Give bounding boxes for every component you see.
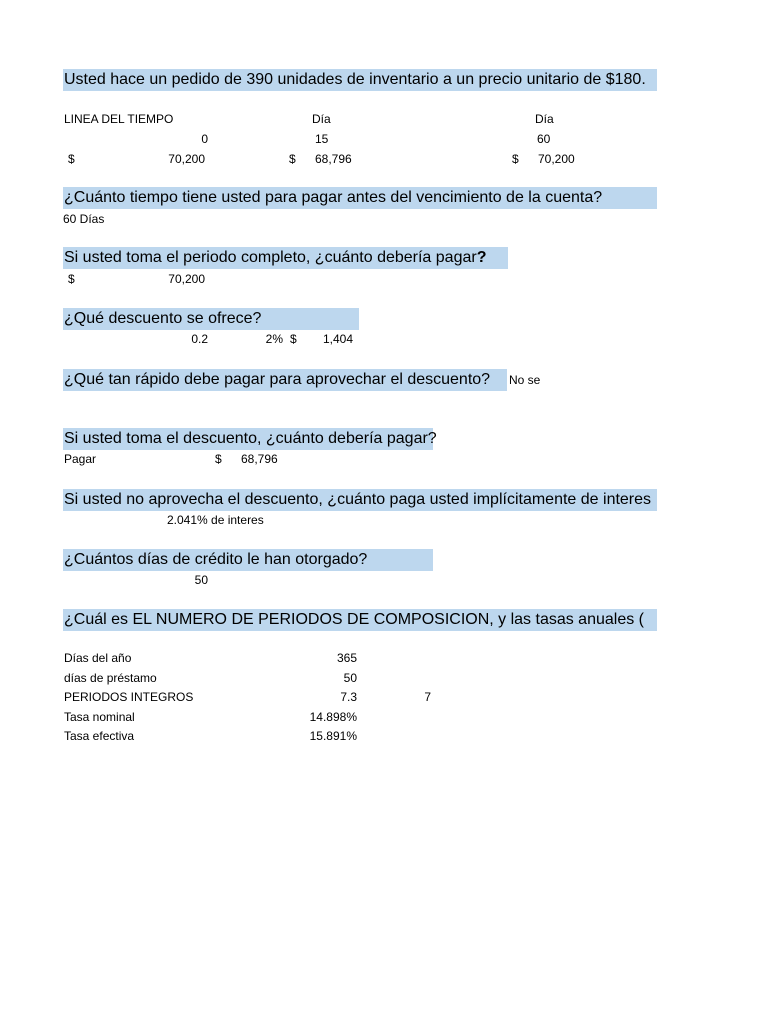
table-row-value: 14.898% [309, 710, 357, 724]
question-full-period-text: Si usted toma el periodo completo, ¿cuánto debería pagar [64, 249, 477, 266]
timeline-label: LINEA DEL TIEMPO [64, 112, 174, 126]
question-discount [63, 308, 359, 330]
question-full-period [63, 247, 508, 269]
answer-time: 60 Días [63, 212, 105, 226]
answer-full-value: 70,200 [168, 272, 205, 286]
question-periods-text: ¿Cuál es EL NUMERO DE PERIODOS DE COMPOSICION, y las tasas anuales ( [64, 611, 644, 628]
table-row-label: Días del año [64, 651, 132, 665]
answer-take-value: 68,796 [241, 452, 278, 466]
answer-take-currency: $ [215, 452, 222, 466]
question-time-text: ¿Cuánto tiempo tiene usted para pagar antes del vencimiento de la cuenta? [64, 189, 603, 206]
question-take-discount [63, 428, 437, 450]
question-periods [63, 609, 657, 631]
answer-discount-currency: $ [290, 332, 297, 346]
table-row-value: 50 [343, 671, 357, 685]
question-full-period-mark: ? [476, 249, 487, 266]
table-row-value: 365 [336, 651, 357, 665]
timeline-dia-2: Día [535, 112, 554, 126]
table-row-label: Tasa nominal [64, 710, 135, 724]
question-fast-text: ¿Qué tan rápido debe pagar para aprovechar el descuento? [64, 371, 491, 388]
table-row-extra: 7 [424, 690, 431, 704]
question-take-discount-text: Si usted toma el descuento, ¿cuánto debería pagar [64, 430, 428, 447]
question-credit-days-text: ¿Cuántos días de crédito le han otorgado? [64, 551, 368, 568]
table-row-label: días de préstamo [64, 671, 157, 685]
question-take-discount-mark: ? [427, 430, 437, 447]
timeline-dia-1: Día [312, 112, 331, 126]
question-fast [63, 369, 507, 391]
timeline-value-3: 70,200 [538, 152, 575, 166]
timeline-currency-2: $ [289, 152, 296, 166]
answer-fast: No se [509, 373, 541, 387]
table-row-label: Tasa efectiva [64, 729, 135, 743]
answer-credit-days: 50 [194, 573, 208, 587]
question-no-discount-text: Si usted no aprovecha el descuento, ¿cuánto paga usted implícitamente de interes [64, 491, 652, 508]
question-discount-text: ¿Qué descuento se ofrece? [64, 310, 262, 327]
question-order [63, 69, 657, 91]
question-no-discount [63, 489, 657, 511]
table-row-value: 15.891% [309, 729, 357, 743]
answer-discount-pct: 2% [265, 332, 283, 346]
timeline-day-15: 15 [315, 132, 329, 146]
timeline-currency-3: $ [512, 152, 519, 166]
timeline-value-1: 70,200 [168, 152, 205, 166]
table-row-value: 7.3 [340, 690, 357, 704]
table-row-label: PERIODOS INTEGROS [64, 690, 194, 704]
answer-discount-factor: 0.2 [191, 332, 208, 346]
timeline-day-0: 0 [201, 132, 208, 146]
question-time [63, 187, 657, 209]
timeline-day-60: 60 [537, 132, 551, 146]
question-credit-days [63, 549, 433, 571]
answer-no-discount: 2.041% de interes [167, 513, 264, 527]
timeline-currency-1: $ [68, 152, 75, 166]
timeline-value-2: 68,796 [315, 152, 352, 166]
answer-full-currency: $ [68, 272, 75, 286]
answer-discount-amount: 1,404 [322, 332, 353, 346]
question-order-text: Usted hace un pedido de 390 unidades de inventario a un precio unitario de $180. [64, 71, 646, 88]
answer-take-label: Pagar [64, 452, 97, 466]
